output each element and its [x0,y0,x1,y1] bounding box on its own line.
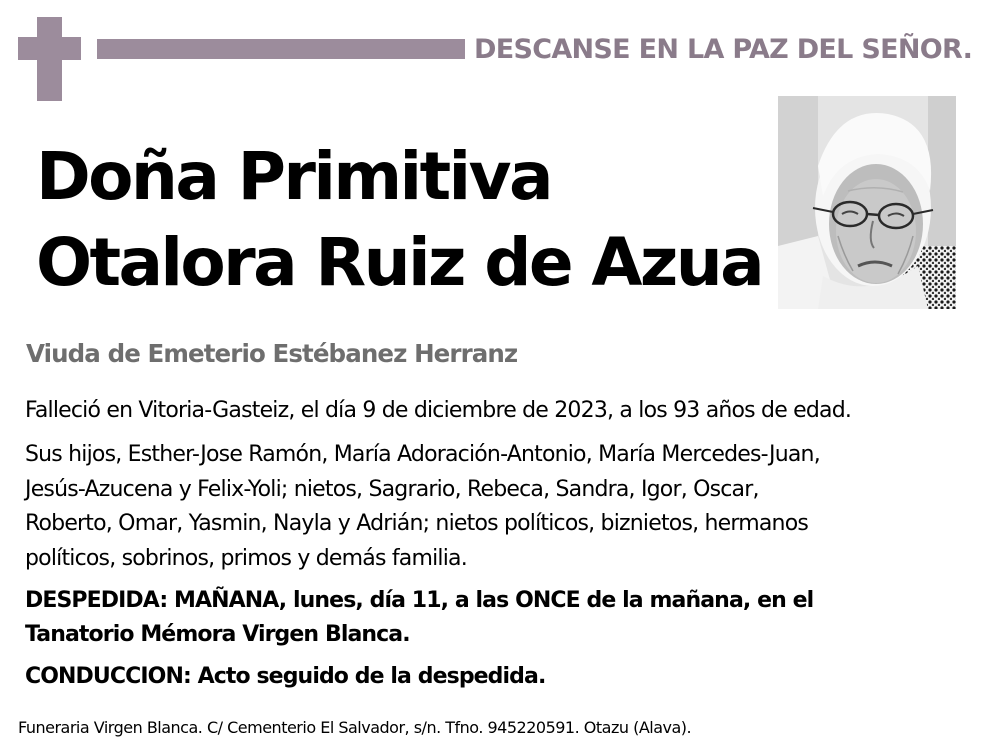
cross-horizontal-bar [18,37,81,60]
farewell-line: Tanatorio Mémora Virgen Blanca. [25,622,410,647]
header-divider-bar [97,39,465,59]
widow-of-line: Viuda de Emeterio Estébanez Herranz [26,339,518,368]
farewell-line: DESPEDIDA: MAÑANA, lunes, día 11, a las ONCE de la mañana, en el [25,588,814,613]
portrait-illustration [778,96,956,309]
header-blessing: DESCANSE EN LA PAZ DEL SEÑOR. [474,34,973,65]
name-line-1: Doña Primitiva [36,138,551,215]
conduction-notice: CONDUCCION: Acto seguido de la despedida. [25,664,546,689]
family-line: Roberto, Omar, Yasmin, Nayla y Adrián; nietos políticos, biznietos, hermanos [25,511,809,536]
portrait-photo [778,96,956,309]
name-line-2: Otalora Ruiz de Azua [36,224,763,301]
family-line: políticos, sobrinos, primos y demás familia. [25,545,467,571]
family-line: Sus hijos, Esther-Jose Ramón, María Adoración-Antonio, María Mercedes-Juan, [25,442,820,467]
funeral-home-footer: Funeraria Virgen Blanca. C/ Cementerio El Salvador, s/n. Tfno. 945220591. Otazu (Alava). [18,718,692,737]
death-notice: Falleció en Vitoria-Gasteiz, el día 9 de diciembre de 2023, a los 93 años de edad. [25,398,852,423]
family-line: Jesús-Azucena y Felix-Yoli; nietos, Sagrario, Rebeca, Sandra, Igor, Oscar, [25,476,759,502]
family-paragraph [25,438,970,576]
deceased-name [36,134,762,306]
farewell-notice [25,584,970,652]
